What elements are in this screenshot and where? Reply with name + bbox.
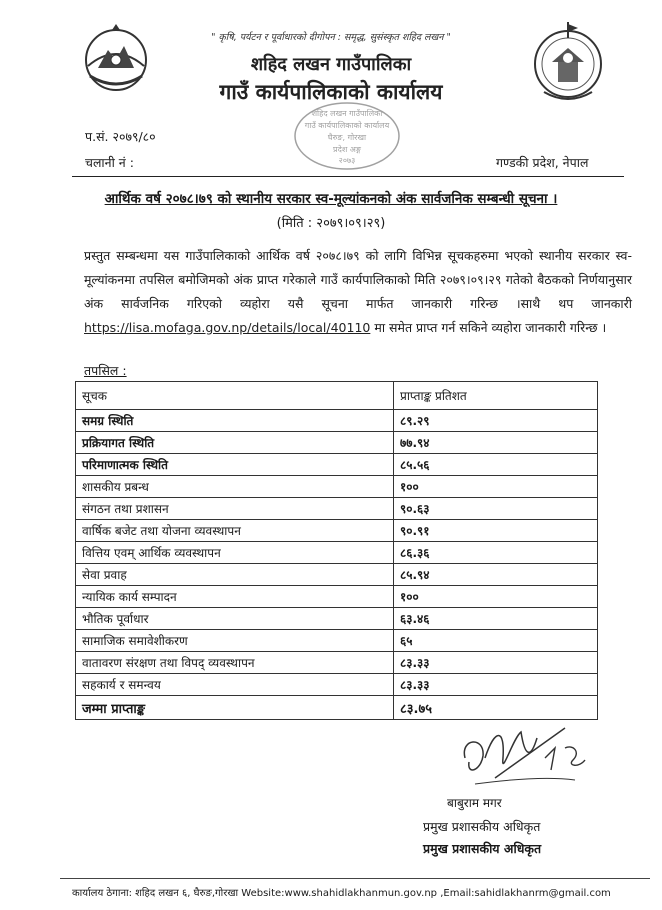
- indicator-cell: प्रक्रियागत स्थिति: [76, 432, 394, 454]
- table-row: [76, 652, 598, 674]
- header-divider: [72, 176, 624, 177]
- indicator-cell: सामाजिक समावेशीकरण: [76, 630, 394, 652]
- table-row: [76, 520, 598, 542]
- table-row: [76, 454, 598, 476]
- total-score: ८३.७५: [394, 696, 598, 720]
- score-cell: ८३.३३: [394, 674, 598, 696]
- score-cell: ८३.३३: [394, 652, 598, 674]
- notice-date: (मिति : २०७९।०९।२९): [276, 216, 386, 231]
- table-row: [76, 630, 598, 652]
- total-row: [76, 696, 598, 720]
- office-stamp: [292, 100, 402, 172]
- footer: [72, 885, 611, 899]
- stamp-line-2: गाउँ कार्यपालिकाको कार्यालय: [304, 121, 390, 130]
- footer-website: Website:www.shahidlakhanmun.gov.np: [241, 888, 438, 899]
- indicator-cell: वातावरण संरक्षण तथा विपद् व्यवस्थापन: [76, 652, 394, 674]
- indicator-cell: समग्र स्थिति: [76, 410, 394, 432]
- score-cell: ८९.२९: [394, 410, 598, 432]
- footer-address: कार्यालय ठेगाना: शहिद लखन ६, घैरुङ,गोरखा: [72, 888, 239, 899]
- indicator-cell: वित्तिय एवम् आर्थिक व्यवस्थापन: [76, 542, 394, 564]
- score-cell: ८६.३६: [394, 542, 598, 564]
- table-row: [76, 564, 598, 586]
- dispatch-number: चलानी नं :: [85, 155, 134, 170]
- stamp-line-3: घैरुङ, गोरखा: [327, 133, 367, 142]
- stamp-line-1: शहिद लखन गाउँपालिका: [311, 109, 383, 118]
- table-row: [76, 542, 598, 564]
- table-header-row: [76, 382, 598, 410]
- header-score: प्राप्ताङ्क प्रतिशत: [394, 382, 598, 410]
- indicator-cell: सहकार्य र समन्वय: [76, 674, 394, 696]
- indicator-cell: भौतिक पूर्वाधार: [76, 608, 394, 630]
- footer-divider: [60, 878, 650, 879]
- schedule-label: तपसिल :: [84, 363, 127, 378]
- indicator-cell: सेवा प्रवाह: [76, 564, 394, 586]
- indicator-cell: न्यायिक कार्य सम्पादन: [76, 586, 394, 608]
- indicator-cell: परिमाणात्मक स्थिति: [76, 454, 394, 476]
- notice-heading: [0, 189, 662, 207]
- reference-number: प.सं. २०७९/८०: [85, 129, 156, 144]
- stamp-line-5: २०७३: [338, 156, 356, 165]
- office-name-line1: शहिद लखन गाउँपालिका: [250, 54, 412, 75]
- score-cell: ७७.९४: [394, 432, 598, 454]
- score-table: [75, 381, 598, 720]
- stamp-line-4: प्रदेश अङ्ग: [333, 145, 361, 154]
- table-row: [76, 674, 598, 696]
- indicator-cell: वार्षिक बजेट तथा योजना व्यवस्थापन: [76, 520, 394, 542]
- motto: " कृषि, पर्यटन र पूर्वाधारको दीगोपन : समृद्ध, सुसंस्कृत शहिद लखन ": [211, 32, 451, 43]
- header-indicator: सूचक: [76, 382, 394, 410]
- total-label: जम्मा प्राप्ताङ्क: [76, 696, 394, 720]
- paragraph-text-end: मा समेत प्राप्त गर्न सकिने व्यहोरा जानकारी गरिन्छ ।: [374, 320, 607, 335]
- table-row: [76, 476, 598, 498]
- table-row: [76, 432, 598, 454]
- score-cell: १००: [394, 586, 598, 608]
- table-row: [76, 586, 598, 608]
- paragraph-text: प्रस्तुत सम्बन्धमा यस गाउँपालिकाको आर्थिक वर्ष २०७८।७९ को लागि विभिन्न सूचकहरुमा भएको स्थानीय सरकार स्व-मूल्यांकनमा तपसिल बमोजिमको अंक प्राप्त गरेकाले गाउँ कार्यपालिकाको मिति २०७९।०९।२९ गतेको बैठकको निर्णयानुसार अंक सार्वजनिक गरिएको व्यहोरा यसै सूचना मार्फत जानकारी गरिन्छ ।साथै थप जानकारी: [84, 248, 632, 311]
- score-cell: १००: [394, 476, 598, 498]
- score-cell: ९०.६३: [394, 498, 598, 520]
- score-cell: ८५.९४: [394, 564, 598, 586]
- score-table-body: [76, 382, 598, 720]
- office-name-line2: गाउँ कार्यपालिकाको कार्यालय: [219, 80, 443, 104]
- table-row: [76, 608, 598, 630]
- score-cell: ६३.४६: [394, 608, 598, 630]
- signatory-post: प्रमुख प्रशासकीय अधिकृत: [423, 819, 541, 834]
- indicator-cell: शासकीय प्रबन्ध: [76, 476, 394, 498]
- signature: [455, 718, 605, 798]
- footer-email: ,Email:sahidlakhanrm@gmail.com: [440, 888, 611, 899]
- notice-heading-text: आर्थिक वर्ष २०७८।७९ को स्थानीय सरकार स्व-मूल्यांकनको अंक सार्वजनिक सम्बन्धी सूचना ।: [104, 191, 558, 207]
- notice-paragraph: [84, 244, 632, 340]
- score-cell: ८५.५६: [394, 454, 598, 476]
- table-row: [76, 410, 598, 432]
- table-row: [76, 498, 598, 520]
- score-cell: ६५: [394, 630, 598, 652]
- score-cell: ९०.९१: [394, 520, 598, 542]
- province: गण्डकी प्रदेश, नेपाल: [496, 155, 589, 170]
- signatory-name: बाबुराम मगर: [447, 796, 502, 810]
- signatory-stamp-post: प्रमुख प्रशासकीय अधिकृत: [423, 841, 542, 856]
- indicator-cell: संगठन तथा प्रशासन: [76, 498, 394, 520]
- details-link[interactable]: https://lisa.mofaga.gov.np/details/local/40110: [84, 320, 371, 335]
